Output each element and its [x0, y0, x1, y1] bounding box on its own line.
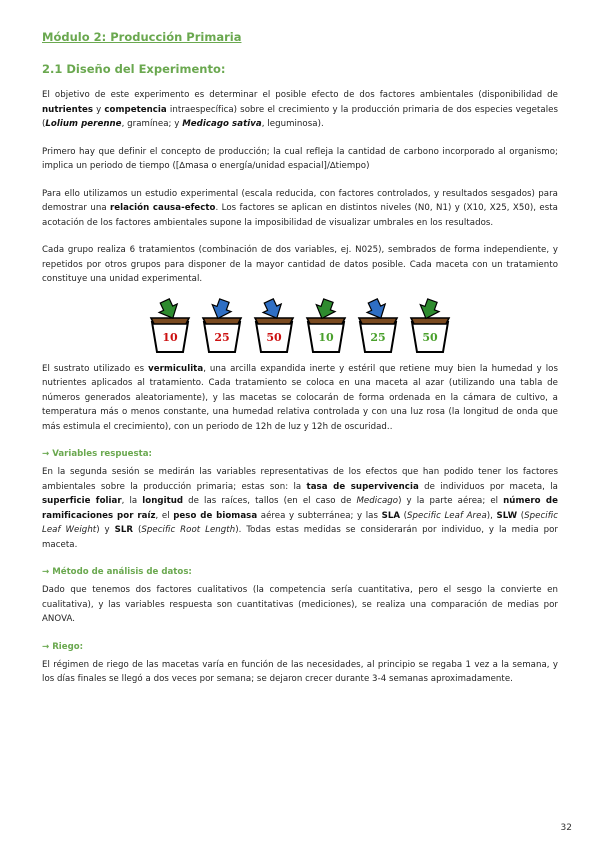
- pot-graphic: [356, 298, 400, 354]
- pot-label: 50: [422, 330, 438, 344]
- pot-4: [356, 298, 400, 354]
- paragraph-treatments: Cada grupo realiza 6 tratamientos (combinación de dos variables, ej. N025), sembrados de forma independiente, y repetidos por otros grupos para disponer de la mayor cantidad de datos posible. Cada maceta con un tratamiento constituye una unidad experimental.: [42, 245, 558, 284]
- paragraph-objective: El objetivo de este experimento es determinar el posible efecto de dos factores ambientales (disponibilidad de nutrientes y competencia intraespecífica) sobre el crecimiento y la producción primaria de dos especies vegetales (Lolium perenne, gramínea; y Medicago sativa, leguminosa).: [42, 90, 559, 129]
- soil-shape: [411, 318, 449, 324]
- pot-graphic: [200, 298, 244, 354]
- pot-graphic: [148, 298, 192, 354]
- page-number: 32: [560, 823, 572, 833]
- pot-label: 10: [318, 330, 334, 344]
- paragraph-variables: En la segunda sesión se medirán las variables representativas de los efectos que han podido tener los factores ambientales sobre la producción primaria; estas son: la tasa de supervivencia de individuos por maceta, la superficie foliar, la longitud de las raíces, tallos (en el caso de Medicago) y la parte aérea; el número de ramificaciones por raíz, el peso de biomasa aérea y subterránea; y las SLA (Specific Leaf Area), SLW (Specific Leaf Weight) y SLR (Specific Root Length). Todas estas medidas se considerarán por individuo, y la media por maceta.: [42, 467, 559, 550]
- variables-heading: → Variables respuesta:: [42, 449, 152, 459]
- irrigation-heading: → Riego:: [42, 641, 84, 652]
- pot-0: [148, 298, 192, 354]
- pot-label: 10: [162, 330, 178, 344]
- paragraph-irrigation: El régimen de riego de las macetas varía en función de las necesidades, al principio se regaba 1 vez a la semana, y los días finales se llegó a dos veces por semana; se dejaron crecer durante 3-4 semanas aproximadamente.: [42, 659, 558, 684]
- paragraph-production: Primero hay que definir el concepto de producción; la cual refleja la cantidad de carbono incorporado al organismo; implica un periodo de tiempo ([∆masa o energía/unidad espacial]/∆tiempo): [42, 146, 558, 171]
- section-title: 2.1 Diseño del Experimento:: [42, 62, 226, 76]
- pot-3: [304, 298, 348, 354]
- pot-graphic: [304, 298, 348, 354]
- paragraph-experimental-study: Para ello utilizamos un estudio experimental (escala reducida, con factores controlados, y resultados sesgados) para demostrar una relación causa-efecto. Los factores se aplican en distintos niveles (N0, N1) y (X10, X25, X50), esta acotación de los factores ambientales supone la imposibilidad de visualizar umbrales en los resultados.: [42, 188, 558, 228]
- soil-shape: [307, 318, 345, 324]
- pot-label: 25: [214, 330, 230, 344]
- pot-2: [252, 298, 296, 354]
- pot-graphic: [408, 298, 452, 354]
- pot-1: [200, 298, 244, 354]
- pot-graphic: [252, 298, 296, 354]
- pots-illustration: [42, 298, 558, 354]
- soil-shape: [359, 318, 397, 324]
- soil-shape: [255, 318, 293, 324]
- paragraph-substrate: El sustrato utilizado es vermiculita, una arcilla expandida inerte y estéril que retiene muy bien la humedad y los nutrientes aplicados al tratamiento. Cada tratamiento se coloca en una maceta al azar (utilizando una tabla de números generados aleatoriamente), y las macetas se colocarán de forma ordenada en la cámara de cultivo, a temperatura más o menos constante, una humedad relativa controlada y con una luz rosa (la longitud de onda que más estimula el crecimiento), con un periodo de 12h de luz y 12h de oscuridad..: [42, 363, 558, 432]
- soil-shape: [151, 318, 189, 324]
- paragraph-methods: Dado que tenemos dos factores cualitativos (la competencia sería cuantitativa, pero el sesgo la convierte en cualitativa), y las variables respuesta son cuantitativas (mediciones), se realiza una comparación de medias por ANOVA.: [42, 585, 558, 624]
- module-title: Módulo 2: Producción Primaria: [42, 30, 242, 44]
- methods-heading: → Método de análisis de datos:: [42, 567, 192, 577]
- pot-label: 50: [266, 330, 282, 344]
- document-page: [42, 30, 558, 700]
- pot-5: [408, 298, 452, 354]
- soil-shape: [203, 318, 241, 324]
- pot-label: 25: [370, 330, 386, 344]
